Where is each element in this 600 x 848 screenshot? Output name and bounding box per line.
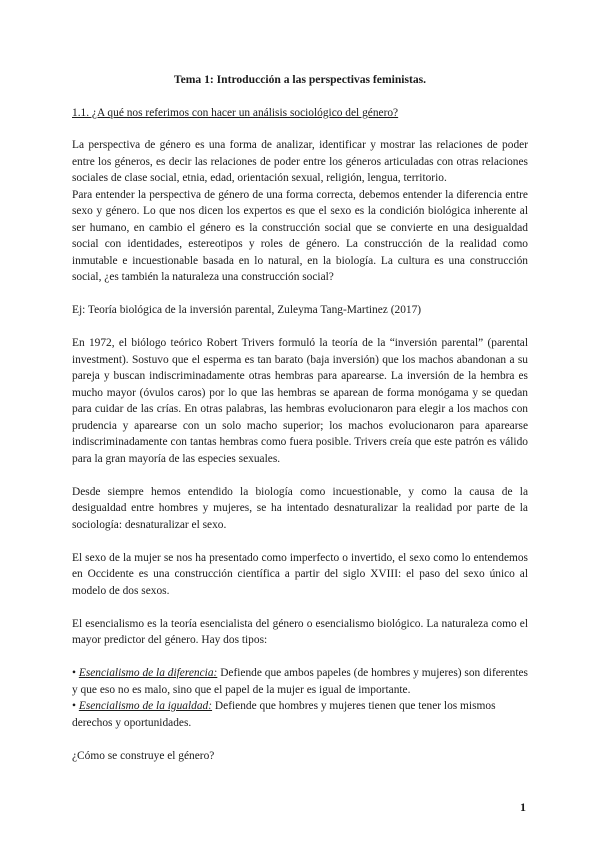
paragraph-denaturalize: Desde siempre hemos entendido la biología como incuestionable, y como la causa de la desigualdad entre hombres y mujeres, se ha intentado desnaturalizar la realidad por parte de la sociología: desnaturalizar el sexo. <box>72 485 528 531</box>
bullet-item-equality <box>72 698 528 731</box>
paragraph-trivers-theory: En 1972, el biólogo teórico Robert Trivers formuló la teoría de la “inversión parental” (parental investment). Sostuvo que el esperma es tan barato (baja inversión) que los machos abandonan a su pareja y buscan indiscriminadamente otras hembras para aparearse. La inversión de la hembra es mucho mayor (óvulos caros) por lo que las hembras se aparean de forma monógama y se quedan para cuidar de las crías. En otras palabras, las hembras evolucionaron para elegir a los machos con prudencia y aparearse con un solo macho superior; los machos evolucionaron para aparearse indiscriminadamente con tantas hembras como fuera posible. Trivers creía que este patrón es válido para la gran mayoría de las especies sexuales. <box>72 337 528 465</box>
paragraph-sex-models: El sexo de la mujer se nos ha presentado como imperfecto o invertido, el sexo como lo entendemos en Occidente es una construcción científica a partir del siglo XVIII: el paso del sexo único al modelo de dos sexos. <box>72 551 528 597</box>
bullet-text-equality: Defiende que hombres y mujeres tienen que tener los mismos derechos y oportunidades. <box>72 700 496 729</box>
paragraph-essentialism: El esencialismo es la teoría esencialista del género o esencialismo biológico. La naturaleza como el mayor predictor del género. Hay dos tipos: <box>72 617 528 646</box>
bullet-item-difference <box>72 665 528 698</box>
paragraph-sex-vs-gender: Para entender la perspectiva de género de una forma correcta, debemos entender la diferencia entre sexo y género. Lo que nos dicen los expertos es que el sexo es la condición biológica inherente al ser humano, en cambio el género es la construcción social que se convierte en una desigualdad social con identidades, estereotipos y roles de género. La construcción de la realidad como inmutable e incuestionable basada en lo natural, en la biología. La cultura es una construcción social, ¿es también la naturaleza una construcción social? <box>72 188 528 283</box>
paragraph-example-reference: Ej: Teoría biológica de la inversión parental, Zuleyma Tang-Martinez (2017) <box>72 304 422 316</box>
paragraph-gender-perspective: La perspectiva de género es una forma de analizar, identificar y mostrar las relaciones de poder entre los géneros, es decir las relaciones de poder entre los géneros articuladas con otras relaciones sociales de clase social, etnia, edad, orientación sexual, religión, lengua, territorio. <box>72 139 528 184</box>
section-heading: 1.1. ¿A qué nos referimos con hacer un análisis sociológico del género? <box>72 106 399 119</box>
bullet-term-equality: Esencialismo de la igualdad: <box>78 700 213 712</box>
page-number: 1 <box>520 800 526 814</box>
closing-question: ¿Cómo se construye el género? <box>72 749 215 762</box>
bullet-text-difference: Defiende que ambos papeles (de hombres y mujeres) son diferentes y que eso no es malo, sino que el papel de la mujer es igual de importante. <box>72 667 528 696</box>
document-body <box>72 72 528 764</box>
bullet-marker: • <box>72 700 76 712</box>
bullet-marker: • <box>72 667 76 679</box>
bullet-term-difference: Esencialismo de la diferencia: <box>78 667 218 679</box>
document-title: Tema 1: Introducción a las perspectivas feministas. <box>173 73 427 86</box>
